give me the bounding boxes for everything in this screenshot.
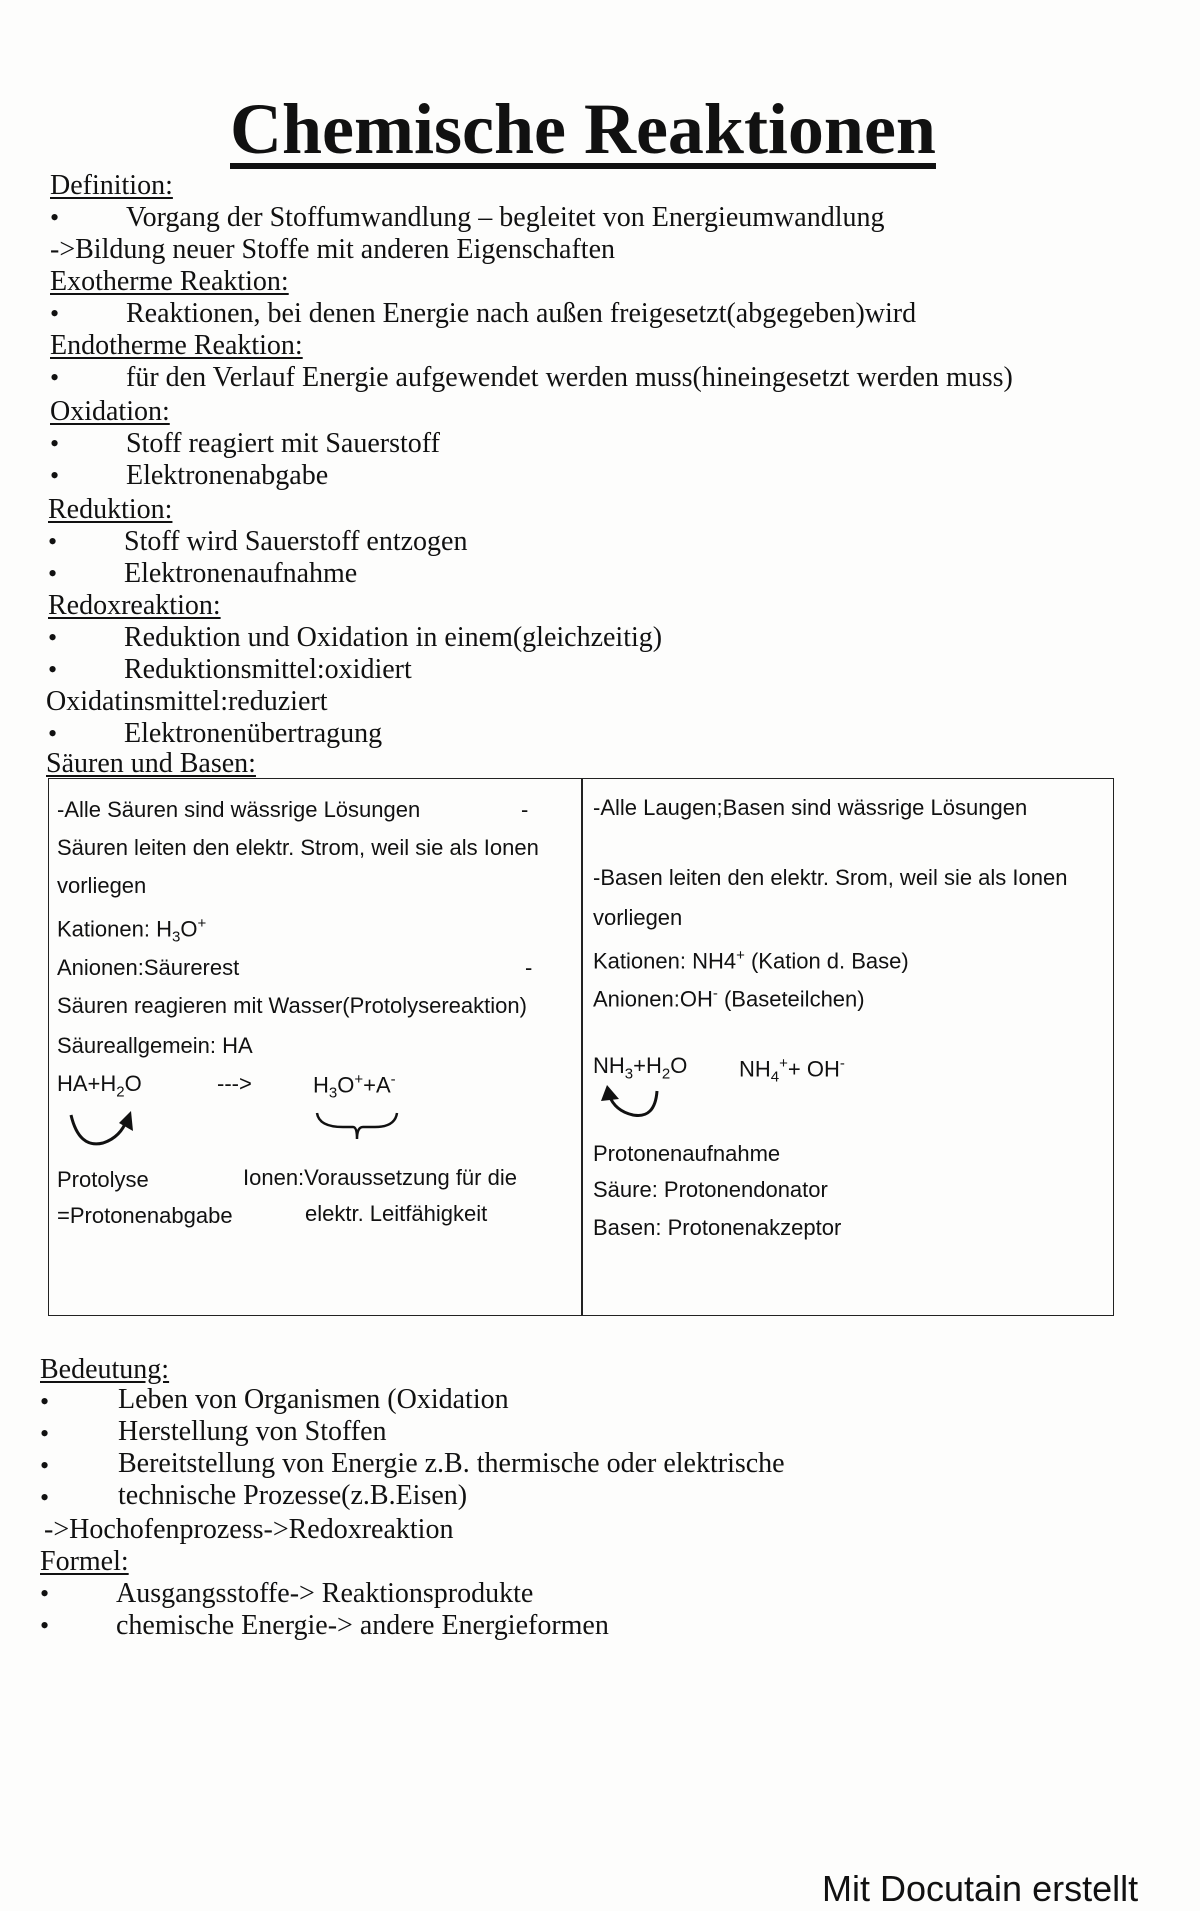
left-equation-arrow: --->: [217, 1071, 252, 1096]
right-saeure: Säure: Protonendonator: [593, 1177, 828, 1202]
reduktion-heading: Reduktion:: [48, 494, 173, 525]
left-anionen: Anionen:Säurerest: [57, 955, 240, 980]
bedeutung-bullet-3: Bereitstellung von Energie z.B. thermische oder elektrische: [118, 1448, 785, 1479]
right-line-3: vorliegen: [593, 905, 683, 930]
bullet-icon: •: [48, 623, 58, 652]
right-protonenaufnahme: Protonenaufnahme: [593, 1141, 781, 1166]
left-kationen: Kationen: $H_3O^+$: [57, 915, 207, 946]
oxidation-bullet-1: Stoff reagiert mit Sauerstoff: [126, 428, 440, 459]
exotherm-heading: Exotherme Reaktion:: [50, 266, 289, 297]
oxidation-heading: Oxidation:: [50, 396, 170, 427]
left-equation-products: $H_3O^++A^-$: [313, 1071, 396, 1102]
right-basen: Basen: Protonenakzeptor: [593, 1215, 842, 1240]
bullet-icon: •: [40, 1419, 50, 1448]
left-equation-reactants: $HA+H_2O$: [57, 1071, 142, 1101]
bullet-icon: •: [40, 1579, 50, 1608]
definition-line-2: ->Bildung neuer Stoffe mit anderen Eigenschaften: [50, 234, 615, 265]
table-divider: [581, 779, 583, 1315]
right-kationen: Kationen: NH4+ (Kation d. Base): [593, 947, 909, 974]
bullet-icon: •: [50, 299, 60, 328]
bullet-icon: •: [50, 203, 60, 232]
right-line-2: -Basen leiten den elektr. Srom, weil sie als Ionen: [593, 865, 1068, 890]
bullet-icon: •: [40, 1483, 50, 1512]
definition-heading: Definition:: [50, 170, 173, 201]
bullet-icon: •: [48, 655, 58, 684]
saeuren-basen-table: [48, 778, 1114, 1316]
left-protonenabgabe: =Protonenabgabe: [57, 1203, 233, 1228]
right-line-1: -Alle Laugen;Basen sind wässrige Lösungen: [593, 795, 1028, 820]
endotherm-bullet-1: für den Verlauf Energie aufgewendet werden muss(hineingesetzt werden muss): [126, 362, 1013, 393]
left-dash-2: -: [525, 955, 533, 980]
bullet-icon: •: [48, 719, 58, 748]
reduktion-bullet-1: Stoff wird Sauerstoff entzogen: [124, 526, 468, 557]
bullet-icon: •: [50, 461, 60, 490]
bullet-icon: •: [48, 527, 58, 556]
left-line-1: -Alle Säuren sind wässrige Lösungen: [57, 797, 421, 822]
redox-heading: Redoxreaktion:: [48, 590, 221, 621]
brace-icon: [313, 1109, 403, 1145]
bullet-icon: •: [50, 429, 60, 458]
page-title: Chemische Reaktionen: [230, 89, 936, 169]
bullet-icon: •: [50, 363, 60, 392]
curved-arrow-icon: [65, 1109, 145, 1159]
right-anionen: Anionen:OH- (Baseteilchen): [593, 985, 865, 1012]
curved-arrow-icon: [597, 1085, 677, 1129]
bullet-icon: •: [40, 1387, 50, 1416]
left-leitfaehigkeit: elektr. Leitfähigkeit: [305, 1201, 488, 1226]
bullet-icon: •: [40, 1451, 50, 1480]
formel-heading: Formel:: [40, 1546, 129, 1577]
redox-line-3: Oxidatinsmittel:reduziert: [46, 686, 328, 717]
bedeutung-heading: Bedeutung:: [40, 1354, 170, 1385]
saeuren-heading: Säuren und Basen:: [46, 748, 256, 779]
endotherm-heading: Endotherme Reaktion:: [50, 330, 303, 361]
right-equation-products: $NH_4^++ OH^-$: [739, 1055, 845, 1086]
bedeutung-bullet-4: technische Prozesse(z.B.Eisen): [118, 1480, 468, 1511]
left-line-7: Säureallgemein: HA: [57, 1033, 253, 1058]
right-equation-reactants: $NH_3+H_2O$: [593, 1053, 688, 1083]
footer-watermark: Mit Docutain erstellt: [822, 1868, 1139, 1909]
left-ionen: Ionen:Voraussetzung für die: [243, 1165, 517, 1190]
definition-bullet-1: Vorgang der Stoffumwandlung – begleitet von Energieumwandlung: [126, 202, 885, 233]
left-dash-1: -: [521, 797, 529, 822]
bedeutung-line-5: ->Hochofenprozess->Redoxreaktion: [44, 1514, 454, 1545]
formel-bullet-1: Ausgangsstoffe-> Reaktionsprodukte: [116, 1578, 534, 1609]
reduktion-bullet-2: Elektronenaufnahme: [124, 558, 358, 589]
exotherm-bullet-1: Reaktionen, bei denen Energie nach außen freigesetzt(abgegeben)wird: [126, 298, 917, 329]
bedeutung-bullet-1: Leben von Organismen (Oxidation: [118, 1384, 509, 1415]
formel-bullet-2: chemische Energie-> andere Energieformen: [116, 1610, 609, 1641]
redox-bullet-2: Reduktionsmittel:oxidiert: [124, 654, 412, 685]
bullet-icon: •: [40, 1611, 50, 1640]
left-line-3: vorliegen: [57, 873, 147, 898]
bedeutung-bullet-2: Herstellung von Stoffen: [118, 1416, 387, 1447]
redox-bullet-4: Elektronenübertragung: [124, 718, 383, 749]
left-protolyse: Protolyse: [57, 1167, 149, 1192]
redox-bullet-1: Reduktion und Oxidation in einem(gleichzeitig): [124, 622, 663, 653]
left-line-6: Säuren reagieren mit Wasser(Protolysereaktion): [57, 993, 527, 1018]
bullet-icon: •: [48, 559, 58, 588]
left-line-2: Säuren leiten den elektr. Strom, weil sie als Ionen: [57, 835, 539, 860]
oxidation-bullet-2: Elektronenabgabe: [126, 460, 329, 491]
